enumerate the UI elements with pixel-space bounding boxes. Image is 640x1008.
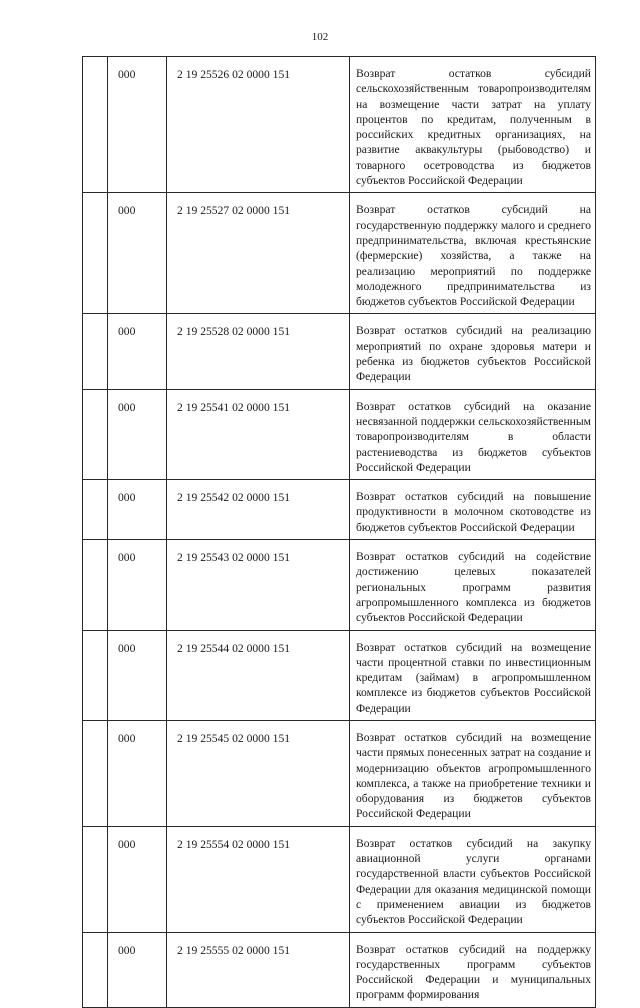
budget-codes-table <box>82 56 596 1008</box>
description-text: Возврат остатков субсидий на содействие достижению целевых показателей региональных программ развития агропромышленного комплекса из бюджетов субъектов Российской Федерации <box>356 550 591 625</box>
budget-code-cell: 2 19 25544 02 0000 151 <box>167 630 350 720</box>
description-cell <box>350 193 596 314</box>
table-row <box>83 57 596 193</box>
description-cell <box>350 826 596 932</box>
empty-cell <box>83 826 108 932</box>
admin-code-cell: 000 <box>108 630 167 720</box>
admin-code-cell: 000 <box>108 389 167 479</box>
description-text: Возврат остатков субсидий на повышение продуктивности в молочном скотоводстве из бюджетов субъектов Российской Федерации <box>356 490 591 534</box>
empty-cell <box>83 540 108 630</box>
admin-code-cell: 000 <box>108 314 167 389</box>
description-cell <box>350 630 596 720</box>
empty-cell <box>83 57 108 193</box>
description-text: Возврат остатков субсидий на реализацию мероприятий по охране здоровья матери и ребенка из бюджетов субъектов Российской Федерации <box>356 324 591 384</box>
empty-cell <box>83 630 108 720</box>
description-cell <box>350 389 596 479</box>
description-cell <box>350 57 596 193</box>
description-text: Возврат остатков субсидий сельскохозяйственным товаропроизводителям на возмещение части затрат на уплату процентов по кредитам, полученным в российских кредитных организациях, на развитие аквакультуры (рыбоводство) и товарного осетроводства из бюджетов субъектов Российской Федерации <box>356 67 591 188</box>
budget-code-cell: 2 19 25527 02 0000 151 <box>167 193 350 314</box>
description-cell <box>350 314 596 389</box>
budget-code-cell: 2 19 25542 02 0000 151 <box>167 480 350 540</box>
empty-cell <box>83 720 108 826</box>
budget-code-cell: 2 19 25541 02 0000 151 <box>167 389 350 479</box>
budget-code-cell: 2 19 25528 02 0000 151 <box>167 314 350 389</box>
table-row <box>83 932 596 1007</box>
description-cell <box>350 540 596 630</box>
description-text: Возврат остатков субсидий на оказание несвязанной поддержки сельскохозяйственным товаропроизводителям в области растениеводства из бюджетов субъектов Российской Федерации <box>356 399 591 474</box>
budget-code-cell: 2 19 25543 02 0000 151 <box>167 540 350 630</box>
description-text: Возврат остатков субсидий на возмещение части прямых понесенных затрат на создание и модернизацию объектов агропромышленного комплекса, а также на приобретение техники и оборудования из бюджетов субъектов Российской Федерации <box>356 730 591 821</box>
table-row <box>83 314 596 389</box>
table-row <box>83 826 596 932</box>
page-number: 102 <box>311 31 329 43</box>
description-text: Возврат остатков субсидий на государственную поддержку малого и среднего предпринимательства, включая крестьянские (фермерские) хозяйства, а также на реализацию мероприятий по поддержке молодежного предпринимательства из бюджетов субъектов Российской Федерации <box>356 203 591 309</box>
table-row <box>83 630 596 720</box>
admin-code-cell: 000 <box>108 932 167 1007</box>
budget-code-cell: 2 19 25554 02 0000 151 <box>167 826 350 932</box>
budget-code-cell: 2 19 25555 02 0000 151 <box>167 932 350 1007</box>
table-row <box>83 540 596 630</box>
budget-code-cell: 2 19 25526 02 0000 151 <box>167 57 350 193</box>
admin-code-cell: 000 <box>108 193 167 314</box>
description-text: Возврат остатков субсидий на возмещение части процентной ставки по инвестиционным кредитам (займам) в агропромышленном комплексе из бюджетов субъектов Российской Федерации <box>356 640 591 715</box>
table-row <box>83 480 596 540</box>
description-cell <box>350 932 596 1007</box>
description-text: Возврат остатков субсидий на закупку авиационной услуги органами государственной власти субъектов Российской Федерации для оказания медицинской помощи с применением авиации из бюджетов субъектов Российской Федерации <box>356 836 591 927</box>
admin-code-cell: 000 <box>108 826 167 932</box>
table-row <box>83 720 596 826</box>
empty-cell <box>83 480 108 540</box>
admin-code-cell: 000 <box>108 480 167 540</box>
empty-cell <box>83 193 108 314</box>
budget-code-cell: 2 19 25545 02 0000 151 <box>167 720 350 826</box>
empty-cell <box>83 314 108 389</box>
description-cell <box>350 720 596 826</box>
table-row <box>83 193 596 314</box>
description-cell <box>350 480 596 540</box>
empty-cell <box>83 389 108 479</box>
empty-cell <box>83 932 108 1007</box>
admin-code-cell: 000 <box>108 57 167 193</box>
table-row <box>83 389 596 479</box>
description-text: Возврат остатков субсидий на поддержку государственных программ субъектов Российской Федерации и муниципальных программ формирования <box>356 942 591 1002</box>
admin-code-cell: 000 <box>108 540 167 630</box>
admin-code-cell: 000 <box>108 720 167 826</box>
